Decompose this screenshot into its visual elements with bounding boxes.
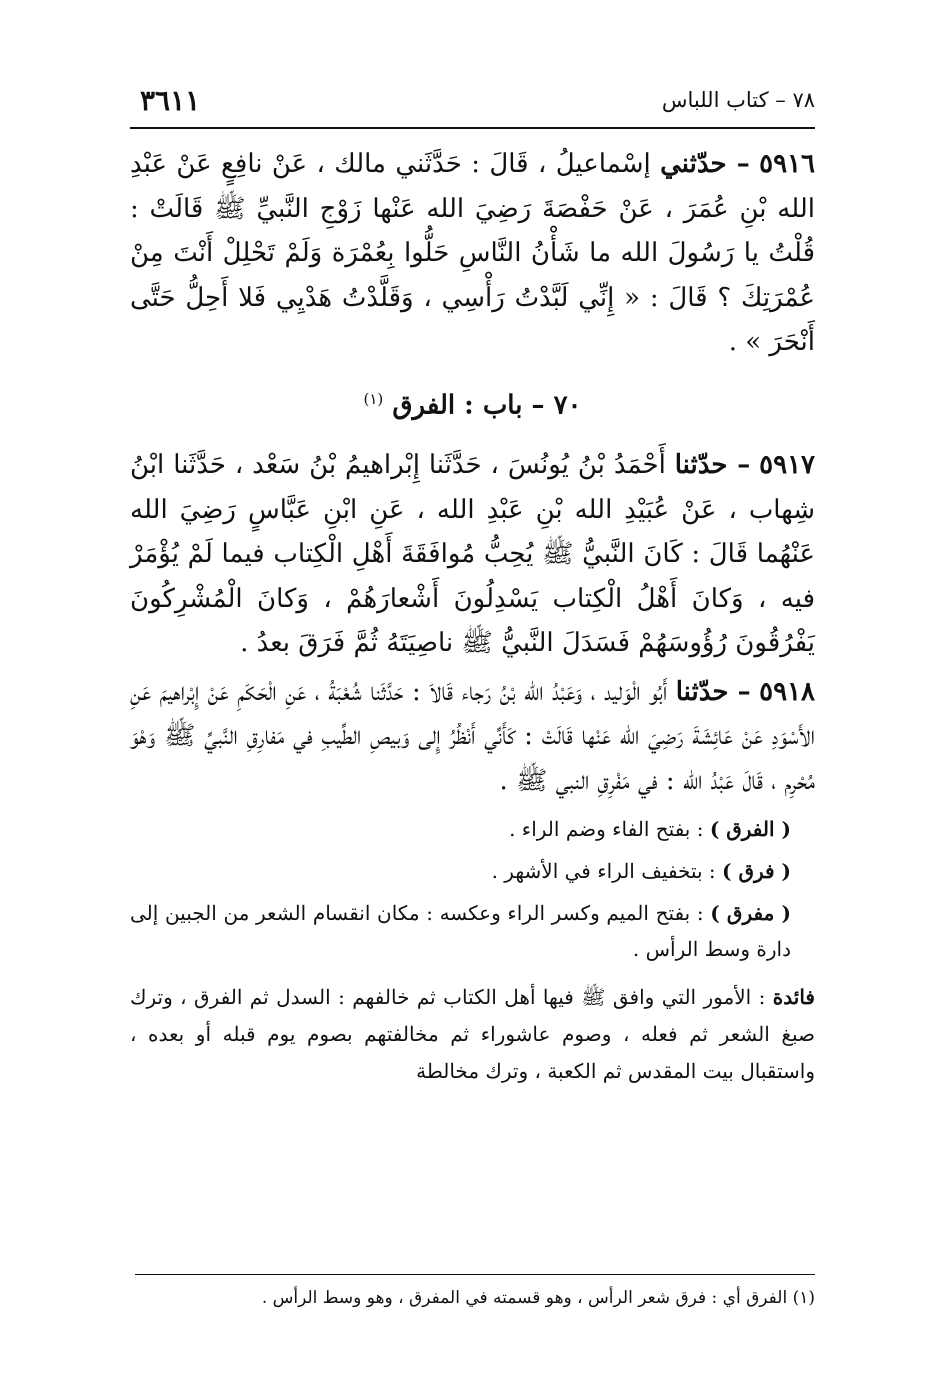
- header-rule: [130, 127, 815, 129]
- gloss-text: : بفتح الميم وكسر الراء وعكسه : مكان انقسام الشعر من الجبين إلى دارة وسط الرأس .: [130, 901, 791, 962]
- footnote-mark: (١): [363, 389, 384, 408]
- hadith-text: أَبُو الْوَليد ، وَعَبْدُ الله بْنُ رَجاء قَالاَ : حَدَّثَنا شُعْبَةُ ، عَنِ الْحَكَمِ عَنْ إِبْراهيمَ عَنِ الأَسْوَدِ عَنْ عَائِشَةَ رَضِيَ الله عَنْها قَالَتْ : كَأَنِّي أَنْظُرُ إِلى وَبيصِ الطِّيبِ في مَفارِقِ النَّبيِّ ﷺ وَهْوَ مُحْرِم ، قَالَ عَبْدُ الله : في مَفْرِقِ النبي ﷺ .: [130, 676, 815, 796]
- hadith-lead: حدّثنا: [675, 676, 729, 707]
- hadith-5918: ٥٩١٨ – حدّثنا أَبُو الْوَليد ، وَعَبْدُ الله بْنُ رَجاء قَالاَ : حَدَّثَنا شُعْبَةُ ، عَنِ الْحَكَمِ عَنْ إِبْراهيمَ عَنِ الأَسْوَدِ عَنْ عَائِشَةَ رَضِيَ الله عَنْها قَالَتْ : كَأَنِّي أَنْظُرُ إِلى وَبيصِ الطِّيبِ في مَفارِقِ النَّبيِّ ﷺ وَهْوَ مُحْرِم ، قَالَ عَبْدُ الله : في مَفْرِقِ النبي ﷺ .: [130, 676, 816, 796]
- hadith-5916: ٥٩١٦ – حدّثني إسْماعيلُ ، قَالَ : حَدَّثَني مالك ، عَنْ نافِعٍ عَنْ عَبْدِ الله بْنِ عُمَرَ ، عَنْ حَفْصَةَ رَضِيَ الله عَنْها زَوْجِ النَّبيِّ ﷺ قَالَتْ : قُلْتُ يا رَسُولَ الله ما شَأْنُ النَّاسِ حَلُّوا بِعُمْرَة وَلَمْ تَحْلِلْ أَنْتَ مِنْ عُمْرَتِكَ ؟ قَالَ : « إِنِّي لَبَّدْتُ رَأْسِي ، وَقَلَّدْتُ هَدْيِي فَلا أَحِلُّ حَتَّى أَنْحَرَ » .: [130, 149, 815, 357]
- hadith-number: ٥٩١٨: [759, 676, 816, 707]
- hadith-lead: حدّثني: [660, 149, 727, 179]
- chapter-heading: [130, 377, 815, 428]
- hadith-number: ٥٩١٦: [759, 149, 815, 179]
- footnote-rule: [135, 1274, 815, 1275]
- gloss-entry: [130, 895, 815, 967]
- hadith-number: ٥٩١٧: [759, 450, 815, 481]
- hadith-text: إسْماعيلُ ، قَالَ : حَدَّثَني مالك ، عَنْ نافِعٍ عَنْ عَبْدِ الله بْنِ عُمَرَ ، عَنْ حَفْصَةَ رَضِيَ الله عَنْها زَوْجِ النَّبيِّ ﷺ قَالَتْ : قُلْتُ يا رَسُولَ الله ما شَأْنُ النَّاسِ حَلُّوا بِعُمْرَة وَلَمْ تَحْلِلْ أَنْتَ مِنْ عُمْرَتِكَ ؟ قَالَ : « إِنِّي لَبَّدْتُ رَأْسِي ، وَقَلَّدْتُ هَدْيِي فَلا أَحِلُّ حَتَّى أَنْحَرَ » .: [130, 149, 815, 357]
- chapter-title: ٧٠ – باب : الفرق: [392, 390, 582, 421]
- page-number: ٣٦١١: [140, 84, 201, 117]
- benefit-note: [130, 979, 815, 1090]
- hadith-lead: حدّثنا: [674, 450, 728, 481]
- gloss-text: : بفتح الفاء وضم الراء .: [509, 817, 710, 842]
- running-title: ٧٨ – كتاب اللباس: [661, 88, 815, 112]
- footnote: (١) الفرق أي : فرق شعر الرأس ، وهو قسمته في المفرق ، وهو وسط الرأس .: [261, 1288, 815, 1308]
- gloss-term: ( فرق ): [722, 859, 791, 884]
- gloss-entry: [130, 811, 815, 847]
- gloss-term: ( الفرق ): [709, 817, 791, 842]
- hadith-text: أَحْمَدُ بْنُ يُونُسَ ، حَدَّثَنا إِبْراهيمُ بْنُ سَعْد ، حَدَّثَنا ابْنُ شِهاب ، عَنْ عُبَيْدِ الله بْنِ عَبْدِ الله ، عَنِ ابْنِ عَبَّاسٍ رَضِيَ الله عَنْهُما قَالَ : كَانَ النَّبيُّ ﷺ يُحِبُّ مُوافَقَةَ أَهْلِ الْكِتاب فيما لَمْ يُؤْمَرْ فيه ، وَكانَ أَهْلُ الْكِتاب يَسْدِلُونَ أَشْعارَهُمْ ، وَكانَ الْمُشْرِكُونَ يَفْرُقُونَ رُؤُوسَهُمْ فَسَدَلَ النَّبيُّ ﷺ ناصِيَتَهُ ثُمَّ فَرَقَ بعدُ .: [130, 450, 815, 659]
- hadith-5917: ٥٩١٧ – حدّثنا أَحْمَدُ بْنُ يُونُسَ ، حَدَّثَنا إِبْراهيمُ بْنُ سَعْد ، حَدَّثَنا ابْنُ شِهاب ، عَنْ عُبَيْدِ الله بْنِ عَبْدِ الله ، عَنِ ابْنِ عَبَّاسٍ رَضِيَ الله عَنْهُما قَالَ : كَانَ النَّبيُّ ﷺ يُحِبُّ مُوافَقَةَ أَهْلِ الْكِتاب فيما لَمْ يُؤْمَرْ فيه ، وَكانَ أَهْلُ الْكِتاب يَسْدِلُونَ أَشْعارَهُمْ ، وَكانَ الْمُشْرِكُونَ يَفْرُقُونَ رُؤُوسَهُمْ فَسَدَلَ النَّبيُّ ﷺ ناصِيَتَهُ ثُمَّ فَرَقَ بعدُ .: [130, 450, 815, 659]
- benefit-term: فائدة: [772, 985, 815, 1010]
- main-text: [130, 142, 815, 1090]
- benefit-text: : الأمور التي وافق ﷺ فيها أهل الكتاب ثم خالفهم : السدل ثم الفرق ، وترك صبغ الشعر ثم فعله ، وصوم عاشوراء ثم مخالفتهم بصوم يوم قبله أو بعده ، واستقبال بيت المقدس ثم الكعبة ، وترك مخالطة: [130, 985, 815, 1084]
- page-header: [130, 84, 815, 124]
- gloss-text: : بتخفيف الراء في الأشهر .: [491, 859, 723, 884]
- gloss-entry: [130, 853, 815, 889]
- gloss-term: ( مفرق ): [710, 901, 792, 926]
